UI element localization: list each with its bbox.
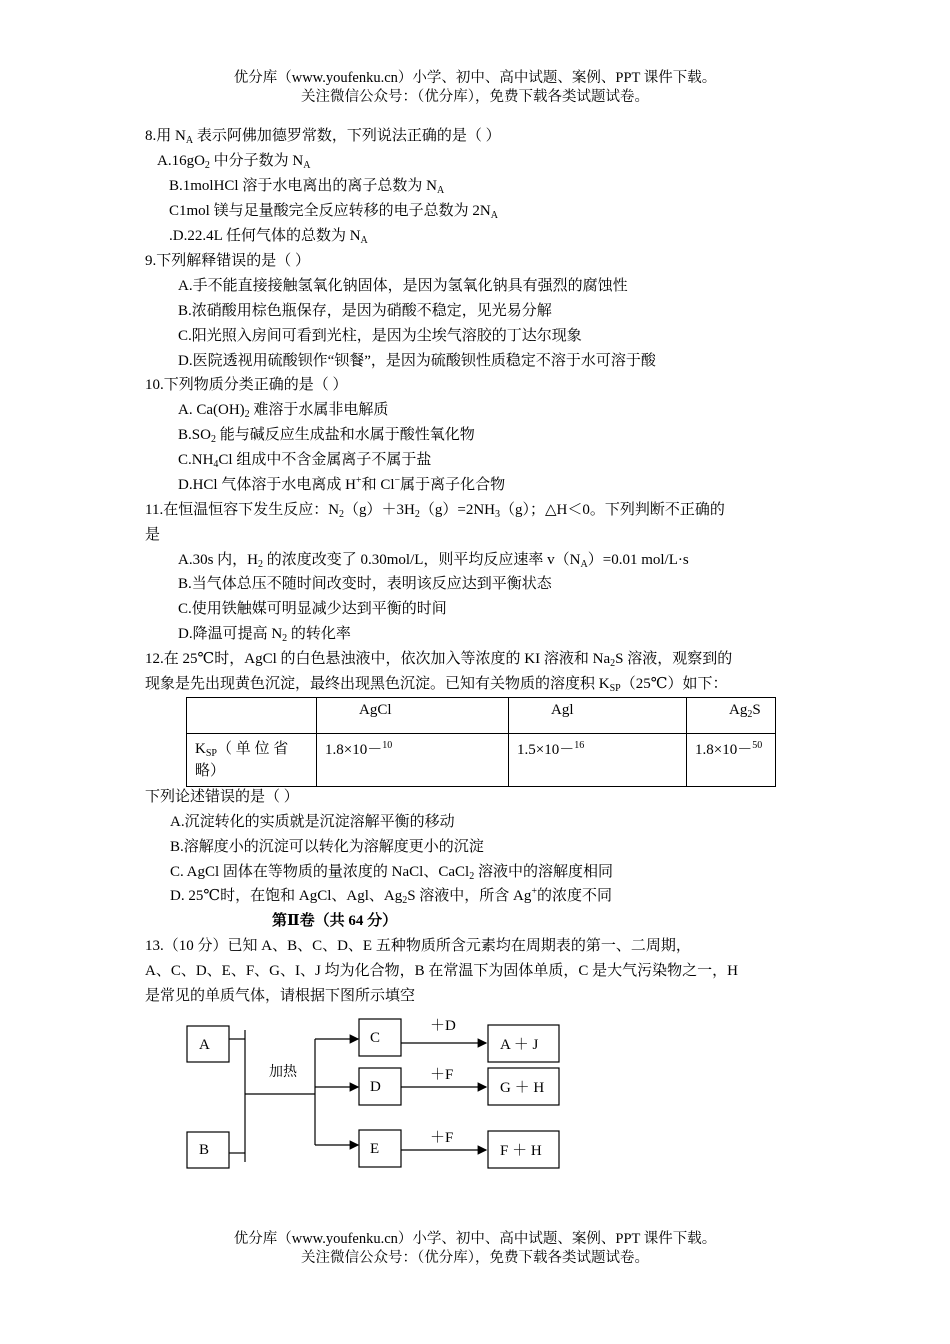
label-b: B: [199, 1142, 210, 1158]
label-d: D: [370, 1079, 381, 1095]
label-result-c: A ＋ J: [500, 1037, 539, 1053]
label-plus-d: ＋D: [430, 1018, 456, 1034]
table-row-label: $K_{SP}$（ 单 位 省 略）: [187, 734, 317, 787]
table-header-row: [187, 698, 776, 734]
table-corner-cell: [187, 698, 317, 734]
label-result-d: G ＋ H: [500, 1080, 545, 1096]
q12-sub-stem: 下列论述错误的是（ ）: [145, 789, 299, 805]
q12-stem-line1: 12.在 25℃时，AgCl 的白色悬浊液中，依次加入等浓度的 KI 溶液和 $Na_2S$ 溶液，观察到的: [145, 651, 733, 669]
table-header-agcl: AgCl: [317, 698, 509, 734]
page-header: [0, 69, 950, 107]
label-e: E: [370, 1141, 380, 1157]
header-line-1: 优分库（www.youfenku.cn）小学、初中、高中试题、案例、PPT 课件下载。: [233, 70, 717, 86]
label-plus-f-2: ＋F: [430, 1130, 454, 1146]
label-plus-f-1: ＋F: [430, 1067, 454, 1083]
q9-stem: 9.下列解释错误的是（ ）: [145, 253, 311, 269]
q12-stem-line2: 现象是先出现黄色沉淀，最终出现黑色沉淀。已知有关物质的溶度积 $K_{SP}(25℃)$如下：: [145, 676, 728, 694]
q11-stem: 11.在恒温恒容下发生反应：$N_2(g)+3H_2(g)=2NH_3(g)$；△H＜0。下列判断不正确的: [145, 502, 725, 520]
table-header-agi: Agl: [509, 698, 687, 734]
q13-line3: 是常见的单质气体，请根据下图所示填空: [145, 988, 416, 1004]
q11-stem-line2: 是: [145, 527, 161, 543]
q8-option-d: .D.22.4L 任何气体的总数为 $N_A$: [169, 228, 368, 246]
footer-line-1: 优分库（www.youfenku.cn）小学、初中、高中试题、案例、PPT 课件下载。: [233, 1231, 717, 1247]
footer-line-2: 关注微信公众号：（优分库），免费下载各类试题试卷。: [301, 1250, 649, 1266]
table-header-ag2s: $Ag_2S$: [687, 698, 776, 734]
table-cell-agi: 1.5×10－$^{16}$: [509, 734, 687, 787]
table-cell-ag2s: 1.8×10－$^{50}$: [687, 734, 776, 787]
ksp-table: [186, 697, 776, 787]
q11-option-d: D.降温可提高 $N_2$ 的转化率: [178, 626, 351, 644]
q12-option-c: C. AgCl 固体在等物质的量浓度的 NaCl、CaCl$_2$ 溶液中的溶解度相同: [170, 864, 613, 882]
q9-option-d: D.医院透视用硫酸钡作“钡餐”，是因为硫酸钡性质稳定不溶于水可溶于酸: [178, 353, 656, 369]
q10-option-a: A. $Ca(OH)_2$ 难溶于水属非电解质: [178, 402, 389, 420]
q8-option-a: $A.16gO_2$ 中分子数为 $N_A$: [157, 153, 311, 171]
q9-option-a: A.手不能直接接触氢氧化钠固体，是因为氢氧化钠具有强烈的腐蚀性: [178, 278, 628, 294]
label-a: A: [199, 1037, 210, 1053]
q12-option-d: D. 25℃时，在饱和 AgCl、Agl、$Ag_2S$ 溶液中，所含 Ag+的浓度不同: [170, 886, 613, 906]
q13-line2: A、C、D、E、F、G、I、J 均为化合物，B 在常温下为固体单质，C 是大气污染物之一，H: [145, 963, 738, 979]
header-line-2: 关注微信公众号：（优分库），免费下载各类试题试卷。: [301, 89, 649, 105]
q13-line1: 13.（10 分）已知 A、B、C、D、E 五种物质所含元素均在周期表的第一、二周期，: [145, 938, 691, 954]
q8-stem: 8.用 $N_A$ 表示阿佛加德罗常数，下列说法正确的是（ ）: [145, 128, 501, 146]
q10-option-d: D.HCl 气体溶于水电离成 H+和 Cl−属于离子化合物: [178, 475, 506, 493]
q9-option-c: C.阳光照入房间可看到光柱，是因为尘埃气溶胶的丁达尔现象: [178, 328, 582, 344]
page-footer: [0, 1230, 950, 1268]
q11-option-a: A.30s 内，$H_2$ 的浓度改变了 0.30mol/L，则平均反应速率 $v(N_A)=0.01$ mol/L·s: [178, 552, 689, 570]
table-row: [187, 734, 776, 787]
q8-option-b: B.1molHCl 溶于水电离出的离子总数为 $N_A$: [169, 178, 445, 196]
reaction-flow-diagram: [180, 1012, 580, 1177]
label-result-e: F ＋ H: [500, 1143, 542, 1159]
label-c: C: [370, 1030, 381, 1046]
q8-option-c: C1mol 镁与足量酸完全反应转移的电子总数为 $2N_A$: [169, 203, 498, 221]
q9-option-b: B.浓硝酸用棕色瓶保存，是因为硝酸不稳定，见光易分解: [178, 303, 552, 319]
box-e: [359, 1130, 401, 1167]
table-cell-agcl: 1.8×10－$^{10}$: [317, 734, 509, 787]
q10-stem: 10.下列物质分类正确的是（ ）: [145, 377, 348, 393]
q12-option-b: B.溶解度小的沉淀可以转化为溶解度更小的沉淀: [170, 839, 484, 855]
q12-option-a: A.沉淀转化的实质就是沉淀溶解平衡的移动: [170, 814, 455, 830]
section-2-title: 第Ⅱ卷（共 64 分）: [272, 913, 398, 929]
q10-option-c: $C.NH_4Cl$ 组成中不含金属离子不属于盐: [178, 452, 432, 470]
label-heat: 加热: [269, 1065, 297, 1080]
q10-option-b: $B.SO_2$ 能与碱反应生成盐和水属于酸性氧化物: [178, 427, 475, 445]
q11-option-b: B.当气体总压不随时间改变时，表明该反应达到平衡状态: [178, 576, 552, 592]
q11-option-c: C.使用铁触媒可明显减少达到平衡的时间: [178, 601, 447, 617]
